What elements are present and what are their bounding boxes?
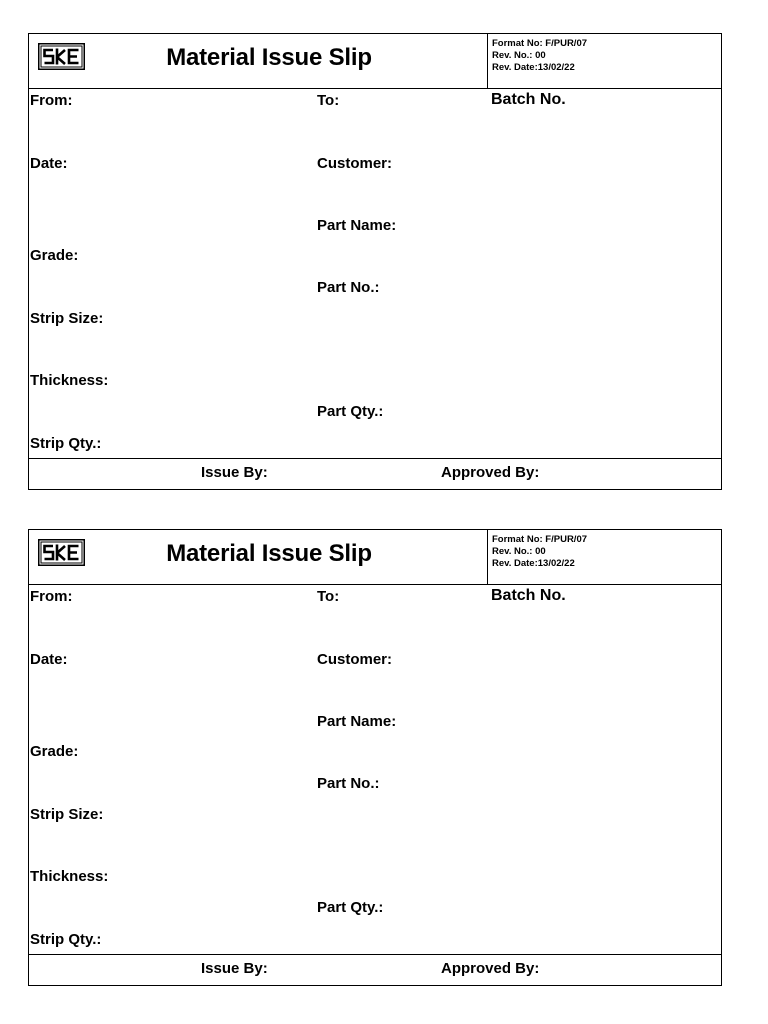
from-label: From: bbox=[30, 588, 73, 605]
date-label: Date: bbox=[30, 155, 68, 172]
format-number: Format No: F/PUR/07 bbox=[492, 38, 588, 49]
to-label: To: bbox=[317, 92, 340, 109]
slip-title: Material Issue Slip bbox=[166, 44, 372, 71]
slip-title: Material Issue Slip bbox=[166, 540, 372, 567]
strip-size-label: Strip Size: bbox=[30, 310, 104, 327]
revision-date: Rev. Date:13/02/22 bbox=[492, 558, 575, 569]
format-number: Format No: F/PUR/07 bbox=[492, 534, 588, 545]
revision-date: Rev. Date:13/02/22 bbox=[492, 62, 575, 73]
date-label: Date: bbox=[30, 651, 68, 668]
part-qty-label: Part Qty.: bbox=[317, 899, 384, 916]
part-no-label: Part No.: bbox=[317, 775, 380, 792]
issue-by-label: Issue By: bbox=[201, 464, 268, 481]
revision-number: Rev. No.: 00 bbox=[492, 546, 546, 557]
strip-qty-label: Strip Qty.: bbox=[30, 931, 102, 948]
grade-label: Grade: bbox=[30, 743, 79, 760]
batch-no-label: Batch No. bbox=[491, 91, 566, 108]
part-qty-label: Part Qty.: bbox=[317, 403, 384, 420]
thickness-label: Thickness: bbox=[30, 868, 109, 885]
thickness-label: Thickness: bbox=[30, 372, 109, 389]
format-info bbox=[487, 530, 721, 584]
material-issue-slip bbox=[28, 33, 722, 490]
customer-label: Customer: bbox=[317, 651, 393, 668]
to-label: To: bbox=[317, 588, 340, 605]
part-no-label: Part No.: bbox=[317, 279, 380, 296]
customer-label: Customer: bbox=[317, 155, 393, 172]
from-label: From: bbox=[30, 92, 73, 109]
batch-no-label: Batch No. bbox=[491, 587, 566, 604]
slip-header bbox=[29, 530, 721, 585]
ske-logo-icon bbox=[38, 43, 85, 70]
part-name-label: Part Name: bbox=[317, 713, 397, 730]
strip-size-label: Strip Size: bbox=[30, 806, 104, 823]
approved-by-label: Approved By: bbox=[441, 960, 540, 977]
issue-by-label: Issue By: bbox=[201, 960, 268, 977]
revision-number: Rev. No.: 00 bbox=[492, 50, 546, 61]
approved-by-label: Approved By: bbox=[441, 464, 540, 481]
signature-row bbox=[29, 954, 721, 985]
material-issue-slip bbox=[28, 529, 722, 986]
ske-logo-icon bbox=[38, 539, 85, 566]
signature-row bbox=[29, 458, 721, 489]
format-info bbox=[487, 34, 721, 88]
grade-label: Grade: bbox=[30, 247, 79, 264]
slip-header bbox=[29, 34, 721, 89]
part-name-label: Part Name: bbox=[317, 217, 397, 234]
strip-qty-label: Strip Qty.: bbox=[30, 435, 102, 452]
